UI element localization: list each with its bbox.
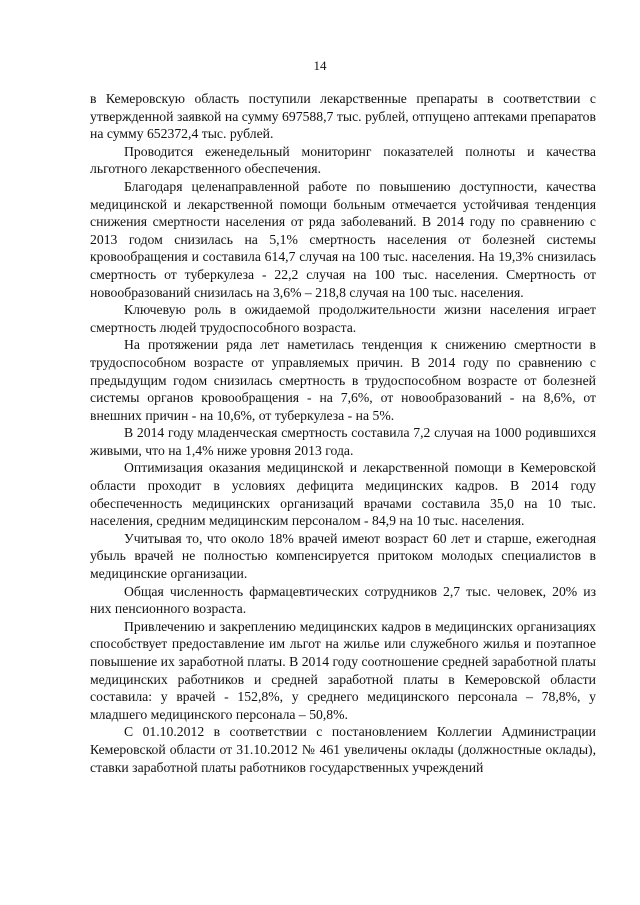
paragraph-salary-resolution: С 01.10.2012 в соответствии с постановлением Коллегии Администрации Кемеровской области от 31.10.2012 № 461 увеличены оклады (должностные оклады), ставки заработной платы работников государственных учреждений: [90, 724, 596, 775]
page-number: 14: [313, 58, 327, 73]
paragraph-life-expectancy: Ключевую роль в ожидаемой продолжительности жизни населения играет смертность людей трудоспособного возраста.: [90, 302, 596, 335]
paragraph-infant-mortality: В 2014 году младенческая смертность составила 7,2 случая на 1000 родившихся живыми, что на 1,4% ниже уровня 2013 года.: [90, 425, 596, 458]
paragraph-monitoring: Проводится еженедельный мониторинг показателей полноты и качества льготного лекарственного обеспечения.: [90, 143, 596, 177]
paragraph-mortality-decline: Благодаря целенаправленной работе по повышению доступности, качества медицинской и лекарственной помощи больным отмечается устойчивая тенденция снижения смертности населения от ряда заболеваний. В 2014 году по сравнению с 2013 годом снизилась на 5,1% смертность населения от болезней системы кровообращения и составила 614,7 случая на 100 тыс. населения. На 19,3% снизилась смертность от туберкулеза - 22,2 случая на 100 тыс. населения. Смертность от новообразований снизилась на 3,6% – 218,8 случая на 100 тыс. населения.: [90, 178, 596, 300]
paragraph-doctor-age: Учитывая то, что около 18% врачей имеют возраст 60 лет и старше, ежегодная убыль врачей не полностью компенсируется притоком молодых специалистов в медицинские организации.: [90, 530, 596, 582]
paragraph-staff-shortage: Оптимизация оказания медицинской и лекарственной помощи в Кемеровской области проходит в условиях дефицита медицинских кадров. В 2014 году обеспеченность медицинских организаций врачами составила 35,0 на 10 тыс. населения, средним медицинским персоналом - 84,9 на 10 тыс. населения.: [90, 460, 596, 529]
paragraph-working-age-mortality: На протяжении ряда лет наметилась тенденция к снижению смертности в трудоспособном возрасте от управляемых причин. В 2014 году по сравнению с предыдущим годом снизилась смертность в трудоспособном возрасте от болезней системы органов кровообращения - на 7,6%, от новообразований - на 8,6%, от внешних причин - на 10,6%, от туберкулеза - на 5%.: [90, 337, 596, 423]
paragraph-drug-supply: в Кемеровскую область поступили лекарственные препараты в соответствии с утвержденной заявкой на сумму 697588,7 тыс. рублей, отпущено аптеками препаратов на сумму 652372,4 тыс. рублей.: [90, 91, 596, 142]
paragraph-staff-retention: Привлечению и закреплению медицинских кадров в медицинских организациях способствует предоставление им льгот на жилье или служебного жилья и поэтапное повышение их заработной платы. В 2014 году соотношение средней заработной платы медицинских работников и средней заработной платы в Кемеровской области составила: у врачей - 152,8%, у среднего медицинского персонала – 78,8%, у младшего медицинского персонала – 50,8%.: [90, 618, 596, 722]
paragraph-pharmacists: Общая численность фармацевтических сотрудников 2,7 тыс. человек, 20% из них пенсионного возраста.: [90, 583, 596, 617]
document-body: [90, 90, 596, 776]
